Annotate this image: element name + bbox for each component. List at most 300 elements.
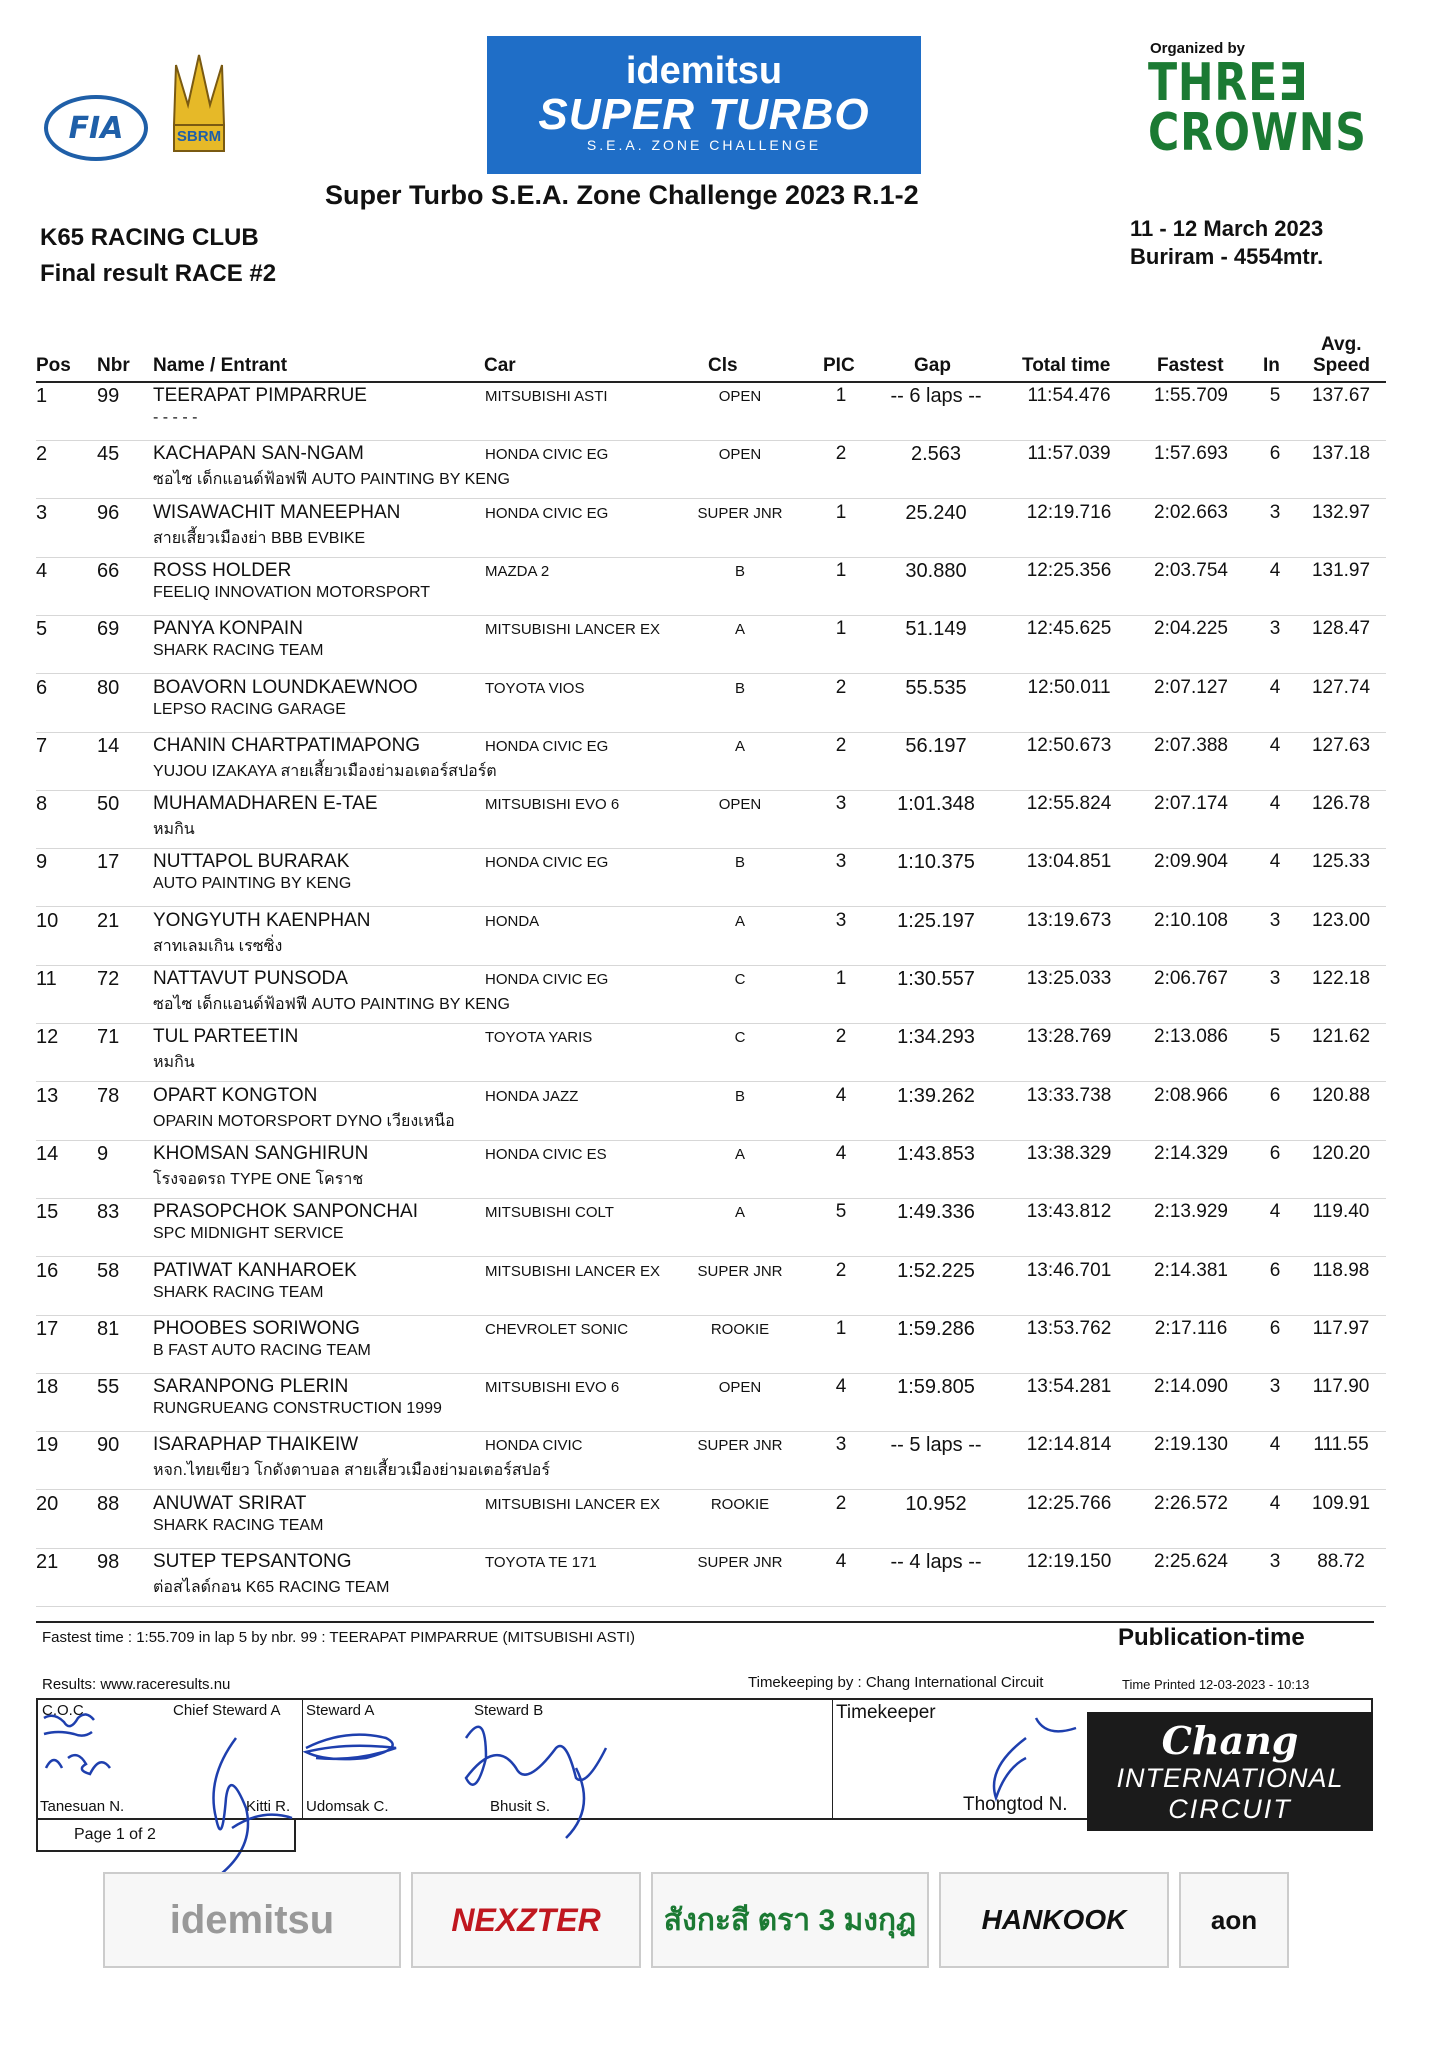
row-nbr: 69 bbox=[97, 618, 120, 641]
row-fastest: 1:57.693 bbox=[1154, 443, 1228, 465]
row-speed: 123.00 bbox=[1311, 909, 1371, 931]
row-total: 13:25.033 bbox=[1026, 968, 1112, 989]
row-pic: 4 bbox=[835, 1551, 847, 1572]
row-car: HONDA CIVIC EG bbox=[485, 504, 609, 522]
row-cls: SUPER JNR bbox=[697, 504, 783, 522]
row-fastest: 2:13.929 bbox=[1154, 1201, 1228, 1223]
row-divider bbox=[36, 1606, 1386, 1607]
row-nbr: 66 bbox=[97, 559, 120, 582]
organized-by-label: Organized by bbox=[1150, 40, 1246, 57]
row-name: OPART KONGTON bbox=[153, 1084, 318, 1106]
col-cls: Cls bbox=[708, 355, 738, 376]
row-nbr: 50 bbox=[97, 793, 120, 816]
row-speed: 120.88 bbox=[1311, 1084, 1371, 1106]
row-nbr: 90 bbox=[97, 1434, 120, 1457]
row-fastest: 2:09.904 bbox=[1154, 851, 1228, 873]
row-total: 12:50.673 bbox=[1026, 734, 1112, 756]
row-car: MITSUBISHI LANCER EX bbox=[485, 1262, 661, 1280]
row-pic: 2 bbox=[835, 734, 847, 756]
row-entrant: สายเสี้ยวเมืองย่า BBB EVBIKE bbox=[153, 529, 366, 547]
row-in: 3 bbox=[1269, 1551, 1281, 1572]
table-row bbox=[0, 1143, 1449, 1201]
col-car: Car bbox=[484, 355, 516, 376]
row-in: 5 bbox=[1269, 1026, 1281, 1048]
row-pic: 4 bbox=[835, 1084, 847, 1106]
row-car: HONDA CIVIC bbox=[485, 1437, 583, 1455]
row-pic: 3 bbox=[835, 909, 847, 931]
row-pos: 17 bbox=[36, 1317, 59, 1340]
row-in: 3 bbox=[1269, 1376, 1281, 1398]
row-pic: 1 bbox=[835, 501, 847, 523]
row-entrant: SHARK RACING TEAM bbox=[153, 1283, 324, 1301]
row-cls: B bbox=[734, 679, 746, 697]
row-in: 3 bbox=[1269, 501, 1281, 523]
col-fastest: Fastest bbox=[1157, 355, 1224, 376]
row-cls: C bbox=[734, 971, 746, 988]
row-name: SARANPONG PLERIN bbox=[153, 1376, 349, 1398]
row-speed: 88.72 bbox=[1317, 1551, 1365, 1572]
row-name: PRASOPCHOK SANPONCHAI bbox=[153, 1201, 418, 1223]
row-name: SUTEP TEPSANTONG bbox=[153, 1551, 352, 1572]
publication-time: Publication-time bbox=[1118, 1624, 1305, 1651]
row-divider bbox=[36, 1198, 1386, 1199]
row-pos: 12 bbox=[36, 1026, 59, 1049]
row-total: 12:50.011 bbox=[1027, 676, 1111, 698]
row-pos: 14 bbox=[36, 1142, 59, 1165]
event-banner bbox=[487, 36, 921, 174]
row-fastest: 2:06.767 bbox=[1154, 968, 1228, 989]
row-nbr: 99 bbox=[97, 385, 120, 407]
row-entrant: สาทเลมเกิน เรซซิ่ง bbox=[153, 937, 283, 955]
row-fastest: 2:17.116 bbox=[1154, 1317, 1228, 1339]
fia-logo: FIA bbox=[44, 95, 148, 161]
row-name: ISARAPHAP THAIKEIW bbox=[153, 1434, 359, 1456]
row-nbr: 78 bbox=[97, 1084, 120, 1107]
row-pos: 21 bbox=[36, 1551, 59, 1573]
row-in: 6 bbox=[1269, 1084, 1281, 1106]
row-pos: 18 bbox=[36, 1376, 59, 1399]
row-pos: 16 bbox=[36, 1259, 59, 1282]
chang-logo-line1: Chang bbox=[1161, 1718, 1299, 1763]
row-total: 13:43.812 bbox=[1026, 1201, 1112, 1223]
row-total: 13:54.281 bbox=[1026, 1376, 1112, 1398]
row-gap: 1:10.375 bbox=[897, 851, 975, 874]
fastest-lap-line: Fastest time : 1:55.709 in lap 5 by nbr. 99 : TEERAPAT PIMPARRUE (MITSUBISHI ASTI) bbox=[42, 1629, 635, 1646]
sponsor-idemitsu: idemitsu bbox=[103, 1872, 401, 1968]
row-cls: SUPER JNR bbox=[697, 1437, 783, 1455]
row-entrant: YUJOU IZAKAYA สายเสี้ยวเมืองย่ามอเตอร์สปอร์ต bbox=[153, 762, 497, 780]
row-entrant: ซอไซ เด็กแอนด์ฟ้อฟฟี AUTO PAINTING BY KENG bbox=[153, 471, 510, 489]
row-name: BOAVORN LOUNDKAEWNOO bbox=[153, 676, 418, 698]
row-divider bbox=[36, 1489, 1386, 1490]
col-in: In bbox=[1263, 355, 1280, 376]
chief-steward-name: Kitti R. bbox=[246, 1798, 291, 1815]
row-in: 3 bbox=[1269, 618, 1281, 640]
row-divider bbox=[36, 790, 1386, 791]
row-entrant: SHARK RACING TEAM bbox=[153, 642, 324, 660]
col-gap: Gap bbox=[914, 355, 951, 376]
row-in: 4 bbox=[1269, 793, 1281, 815]
row-divider bbox=[36, 673, 1386, 674]
row-fastest: 2:08.966 bbox=[1154, 1084, 1228, 1106]
table-row bbox=[0, 385, 1449, 443]
row-gap: -- 4 laps -- bbox=[890, 1551, 982, 1573]
chang-logo-line2: INTERNATIONAL bbox=[1116, 1763, 1344, 1793]
row-speed: 122.18 bbox=[1311, 968, 1371, 989]
row-entrant: ต่อสไลด์กอน K65 RACING TEAM bbox=[153, 1579, 390, 1596]
row-pic: 1 bbox=[835, 968, 847, 989]
table-row bbox=[0, 1434, 1449, 1492]
header-divider bbox=[36, 381, 1386, 383]
row-pic: 4 bbox=[835, 1142, 847, 1164]
row-gap: -- 6 laps -- bbox=[890, 385, 982, 407]
row-gap: 1:34.293 bbox=[897, 1026, 975, 1049]
row-cls: A bbox=[734, 912, 746, 930]
row-pic: 1 bbox=[835, 385, 847, 406]
row-name: MUHAMADHAREN E-TAE bbox=[153, 793, 378, 815]
coc-label: C.O.C. bbox=[42, 1702, 88, 1719]
row-total: 12:25.766 bbox=[1026, 1492, 1112, 1514]
row-entrant: หมกิน bbox=[153, 1054, 195, 1072]
row-in: 4 bbox=[1269, 676, 1281, 698]
row-name: YONGYUTH KAENPHAN bbox=[153, 909, 371, 931]
row-cls: A bbox=[734, 737, 746, 755]
row-cls: B bbox=[734, 562, 746, 580]
row-car: MITSUBISHI ASTI bbox=[485, 388, 608, 405]
three-crowns-line2: CROWNS bbox=[1148, 103, 1367, 163]
result-subtitle: Final result RACE #2 bbox=[40, 260, 277, 287]
row-pic: 1 bbox=[835, 618, 847, 640]
col-speed: Speed bbox=[1313, 355, 1371, 376]
row-pic: 5 bbox=[835, 1201, 847, 1223]
col-speed-top: Avg. bbox=[1321, 334, 1362, 355]
row-nbr: 9 bbox=[97, 1142, 109, 1165]
row-entrant: โรงจอดรถ TYPE ONE โคราช bbox=[153, 1170, 364, 1188]
row-nbr: 81 bbox=[97, 1317, 120, 1340]
row-pic: 2 bbox=[835, 676, 847, 698]
row-total: 12:25.356 bbox=[1026, 559, 1112, 581]
row-fastest: 2:10.108 bbox=[1154, 909, 1228, 931]
row-in: 3 bbox=[1269, 909, 1281, 931]
row-fastest: 2:04.225 bbox=[1154, 618, 1228, 640]
row-gap: 1:59.805 bbox=[897, 1376, 975, 1399]
row-total: 13:19.673 bbox=[1026, 909, 1112, 931]
row-speed: 137.67 bbox=[1311, 385, 1371, 406]
row-entrant: LEPSO RACING GARAGE bbox=[153, 700, 346, 718]
row-in: 6 bbox=[1269, 443, 1281, 465]
row-car: HONDA JAZZ bbox=[485, 1087, 579, 1105]
row-total: 13:33.738 bbox=[1026, 1084, 1112, 1106]
row-nbr: 45 bbox=[97, 443, 120, 466]
row-total: 13:38.329 bbox=[1026, 1142, 1112, 1164]
row-pos: 4 bbox=[36, 559, 48, 582]
table-row bbox=[0, 560, 1449, 618]
row-nbr: 88 bbox=[97, 1492, 120, 1515]
row-cls: A bbox=[734, 1204, 746, 1222]
row-pos: 19 bbox=[36, 1434, 59, 1457]
table-row bbox=[0, 1318, 1449, 1376]
col-total: Total time bbox=[1022, 355, 1111, 376]
row-divider bbox=[36, 1256, 1386, 1257]
row-entrant: SPC MIDNIGHT SERVICE bbox=[153, 1225, 344, 1243]
row-total: 12:45.625 bbox=[1026, 618, 1112, 640]
row-in: 6 bbox=[1269, 1142, 1281, 1164]
row-name: WISAWACHIT MANEEPHAN bbox=[153, 501, 401, 523]
row-total: 13:46.701 bbox=[1026, 1259, 1112, 1281]
row-cls: SUPER JNR bbox=[697, 1554, 783, 1571]
footer-divider bbox=[36, 1621, 1374, 1623]
page-box bbox=[36, 1820, 296, 1852]
row-total: 12:14.814 bbox=[1026, 1434, 1112, 1456]
row-pic: 2 bbox=[835, 1259, 847, 1281]
row-pos: 2 bbox=[36, 443, 48, 466]
row-cls: B bbox=[734, 1087, 746, 1105]
row-divider bbox=[36, 965, 1386, 966]
chief-steward-label: Chief Steward A bbox=[173, 1702, 281, 1719]
row-total: 12:19.150 bbox=[1026, 1551, 1112, 1572]
row-car: HONDA CIVIC ES bbox=[485, 1145, 607, 1163]
row-car: MITSUBISHI LANCER EX bbox=[485, 1495, 661, 1513]
coc-name: Tanesuan N. bbox=[40, 1798, 125, 1815]
chang-circuit-logo bbox=[1087, 1712, 1373, 1831]
row-nbr: 98 bbox=[97, 1551, 120, 1573]
row-pos: 3 bbox=[36, 501, 48, 524]
table-row bbox=[0, 1201, 1449, 1259]
row-name: NUTTAPOL BURARAK bbox=[153, 851, 350, 873]
row-fastest: 2:19.130 bbox=[1154, 1434, 1228, 1456]
row-cls: OPEN bbox=[718, 446, 762, 464]
row-fastest: 2:07.174 bbox=[1154, 793, 1228, 815]
row-entrant: FEELIQ INNOVATION MOTORSPORT bbox=[153, 583, 431, 601]
banner-subtitle: S.E.A. ZONE CHALLENGE bbox=[586, 137, 822, 153]
row-fastest: 2:03.754 bbox=[1154, 559, 1228, 581]
row-speed: 111.55 bbox=[1313, 1434, 1369, 1456]
col-pic: PIC bbox=[823, 355, 855, 376]
three-crowns-line1: THREƎ bbox=[1148, 53, 1308, 113]
row-speed: 127.63 bbox=[1311, 734, 1371, 756]
row-name: ROSS HOLDER bbox=[153, 559, 292, 581]
row-gap: 56.197 bbox=[905, 734, 967, 757]
row-car: MITSUBISHI COLT bbox=[485, 1204, 614, 1222]
table-row bbox=[0, 502, 1449, 560]
row-total: 13:53.762 bbox=[1026, 1317, 1112, 1339]
row-gap: 10.952 bbox=[905, 1492, 967, 1515]
timekeeping-by: Timekeeping by : Chang International Circuit bbox=[748, 1674, 1044, 1691]
row-in: 4 bbox=[1269, 1492, 1281, 1514]
row-nbr: 58 bbox=[97, 1259, 120, 1282]
row-pos: 1 bbox=[36, 385, 48, 407]
sponsor-hankook: HANKOOK bbox=[939, 1872, 1169, 1968]
table-row bbox=[0, 443, 1449, 501]
row-nbr: 80 bbox=[97, 676, 120, 699]
row-gap: 1:01.348 bbox=[897, 793, 975, 816]
steward-a-name: Udomsak C. bbox=[306, 1798, 389, 1815]
row-name: PHOOBES SORIWONG bbox=[153, 1317, 360, 1339]
row-pic: 4 bbox=[835, 1376, 847, 1398]
row-car: CHEVROLET SONIC bbox=[485, 1320, 629, 1338]
row-name: KHOMSAN SANGHIRUN bbox=[153, 1142, 369, 1164]
row-car: HONDA CIVIC EG bbox=[485, 971, 609, 988]
row-fastest: 2:07.388 bbox=[1154, 734, 1228, 756]
row-speed: 137.18 bbox=[1311, 443, 1371, 465]
row-speed: 121.62 bbox=[1311, 1026, 1371, 1048]
row-gap: 2.563 bbox=[910, 443, 962, 466]
row-in: 4 bbox=[1269, 851, 1281, 873]
results-url: Results: www.raceresults.nu bbox=[42, 1676, 231, 1693]
sponsor-nexzter: NEXZTER bbox=[411, 1872, 641, 1968]
row-fastest: 2:13.086 bbox=[1154, 1026, 1228, 1048]
row-speed: 131.97 bbox=[1311, 559, 1371, 581]
row-speed: 126.78 bbox=[1311, 793, 1371, 815]
row-pic: 3 bbox=[835, 793, 847, 815]
row-pos: 10 bbox=[36, 909, 59, 932]
row-name: CHANIN CHARTPATIMAPONG bbox=[153, 734, 421, 756]
table-row bbox=[0, 1085, 1449, 1143]
table-row bbox=[0, 1493, 1449, 1551]
row-entrant: AUTO PAINTING BY KENG bbox=[153, 875, 352, 893]
row-pos: 9 bbox=[36, 851, 48, 874]
table-row bbox=[0, 851, 1449, 909]
row-pos: 5 bbox=[36, 618, 48, 641]
row-in: 6 bbox=[1269, 1259, 1281, 1281]
row-nbr: 14 bbox=[97, 734, 120, 757]
row-in: 5 bbox=[1269, 385, 1281, 406]
row-cls: C bbox=[734, 1029, 746, 1047]
row-cls: OPEN bbox=[718, 388, 762, 405]
row-pos: 8 bbox=[36, 793, 48, 816]
row-car: TOYOTA VIOS bbox=[485, 679, 585, 697]
table-row bbox=[0, 793, 1449, 851]
row-total: 13:04.851 bbox=[1026, 851, 1112, 873]
page-number: Page 1 of 2 bbox=[74, 1826, 156, 1843]
row-pos: 11 bbox=[36, 968, 57, 990]
row-car: HONDA CIVIC EG bbox=[485, 737, 609, 755]
row-pic: 1 bbox=[835, 1317, 847, 1339]
row-speed: 125.33 bbox=[1311, 851, 1371, 873]
row-car: TOYOTA TE 171 bbox=[485, 1554, 597, 1571]
row-name: TUL PARTEETIN bbox=[153, 1026, 299, 1048]
row-cls: ROOKIE bbox=[710, 1495, 770, 1513]
row-speed: 132.97 bbox=[1311, 501, 1371, 523]
steward-b-name: Bhusit S. bbox=[490, 1798, 551, 1815]
row-divider bbox=[36, 615, 1386, 616]
row-fastest: 2:07.127 bbox=[1154, 676, 1228, 698]
row-fastest: 2:14.329 bbox=[1154, 1142, 1228, 1164]
sponsor-aon: aon bbox=[1179, 1872, 1289, 1968]
row-car: MITSUBISHI EVO 6 bbox=[485, 796, 620, 814]
timekeeper-name: Thongtod N. bbox=[963, 1794, 1068, 1815]
steward-b-label: Steward B bbox=[474, 1702, 544, 1719]
row-entrant: B FAST AUTO RACING TEAM bbox=[153, 1341, 371, 1359]
row-speed: 118.98 bbox=[1312, 1259, 1370, 1281]
col-name: Name / Entrant bbox=[153, 355, 288, 376]
row-gap: 1:52.225 bbox=[897, 1259, 975, 1282]
table-row bbox=[0, 618, 1449, 676]
row-pic: 2 bbox=[835, 443, 847, 465]
row-pos: 13 bbox=[36, 1084, 59, 1107]
row-nbr: 17 bbox=[97, 851, 120, 874]
row-gap: 1:43.853 bbox=[897, 1142, 975, 1165]
row-gap: 30.880 bbox=[905, 559, 967, 582]
row-gap: 55.535 bbox=[905, 676, 967, 699]
row-in: 4 bbox=[1269, 559, 1281, 581]
row-pos: 6 bbox=[36, 676, 48, 699]
row-cls: SUPER JNR bbox=[697, 1262, 783, 1280]
row-fastest: 2:14.381 bbox=[1154, 1259, 1228, 1281]
row-in: 4 bbox=[1269, 734, 1281, 756]
sponsor-strip bbox=[103, 1872, 1303, 1968]
row-cls: OPEN bbox=[718, 796, 762, 814]
three-crowns-logo bbox=[1148, 53, 1367, 163]
event-venue: Buriram - 4554mtr. bbox=[1130, 244, 1324, 269]
col-pos: Pos bbox=[36, 355, 71, 376]
row-pic: 2 bbox=[835, 1026, 847, 1048]
row-car: MAZDA 2 bbox=[485, 562, 550, 580]
row-fastest: 2:26.572 bbox=[1154, 1492, 1228, 1514]
table-row bbox=[0, 1376, 1449, 1434]
row-divider bbox=[36, 557, 1386, 558]
row-nbr: 96 bbox=[97, 501, 120, 524]
row-divider bbox=[36, 848, 1386, 849]
row-divider bbox=[36, 1023, 1386, 1024]
row-divider bbox=[36, 1315, 1386, 1316]
row-nbr: 21 bbox=[97, 909, 120, 932]
table-row bbox=[0, 1026, 1449, 1084]
row-name: PATIWAT KANHAROEK bbox=[153, 1259, 357, 1281]
row-cls: A bbox=[734, 1145, 746, 1163]
time-printed: Time Printed 12-03-2023 - 10:13 bbox=[1122, 1677, 1310, 1692]
club-name: K65 RACING CLUB bbox=[40, 224, 259, 251]
row-pos: 7 bbox=[36, 734, 48, 757]
event-date: 11 - 12 March 2023 bbox=[1130, 216, 1324, 241]
row-fastest: 1:55.709 bbox=[1154, 385, 1228, 406]
table-row bbox=[0, 677, 1449, 735]
row-name: TEERAPAT PIMPARRUE bbox=[153, 385, 367, 406]
sbrm-logo-text: SBRM bbox=[176, 128, 222, 145]
row-divider bbox=[36, 906, 1386, 907]
row-in: 4 bbox=[1269, 1201, 1281, 1223]
table-row bbox=[0, 1260, 1449, 1318]
row-total: 11:57.039 bbox=[1027, 443, 1111, 465]
row-divider bbox=[36, 732, 1386, 733]
row-cls: B bbox=[734, 854, 746, 872]
row-in: 6 bbox=[1269, 1317, 1281, 1339]
row-nbr: 55 bbox=[97, 1376, 120, 1399]
row-speed: 117.90 bbox=[1312, 1376, 1370, 1398]
row-car: TOYOTA YARIS bbox=[485, 1029, 593, 1047]
row-total: 13:28.769 bbox=[1026, 1026, 1112, 1048]
page-title: Super Turbo S.E.A. Zone Challenge 2023 R.1-2 bbox=[325, 180, 919, 210]
row-nbr: 83 bbox=[97, 1201, 120, 1224]
row-entrant: OPARIN MOTORSPORT DYNO เวียงเหนือ bbox=[153, 1112, 455, 1130]
row-total: 12:19.716 bbox=[1026, 501, 1112, 523]
row-total: 12:55.824 bbox=[1026, 793, 1112, 815]
row-speed: 117.97 bbox=[1312, 1317, 1370, 1339]
row-car: HONDA CIVIC EG bbox=[485, 854, 609, 872]
col-nbr: Nbr bbox=[97, 355, 130, 376]
row-name: KACHAPAN SAN-NGAM bbox=[153, 443, 364, 465]
row-speed: 119.40 bbox=[1312, 1201, 1370, 1223]
row-gap: 51.149 bbox=[905, 618, 967, 641]
row-cls: OPEN bbox=[718, 1379, 762, 1397]
row-speed: 120.20 bbox=[1311, 1142, 1371, 1164]
row-divider bbox=[36, 440, 1386, 441]
row-pos: 15 bbox=[36, 1201, 59, 1224]
row-in: 3 bbox=[1269, 968, 1281, 989]
row-cls: ROOKIE bbox=[710, 1320, 770, 1338]
timekeeper-label: Timekeeper bbox=[836, 1702, 936, 1723]
row-name: NATTAVUT PUNSODA bbox=[153, 968, 348, 989]
